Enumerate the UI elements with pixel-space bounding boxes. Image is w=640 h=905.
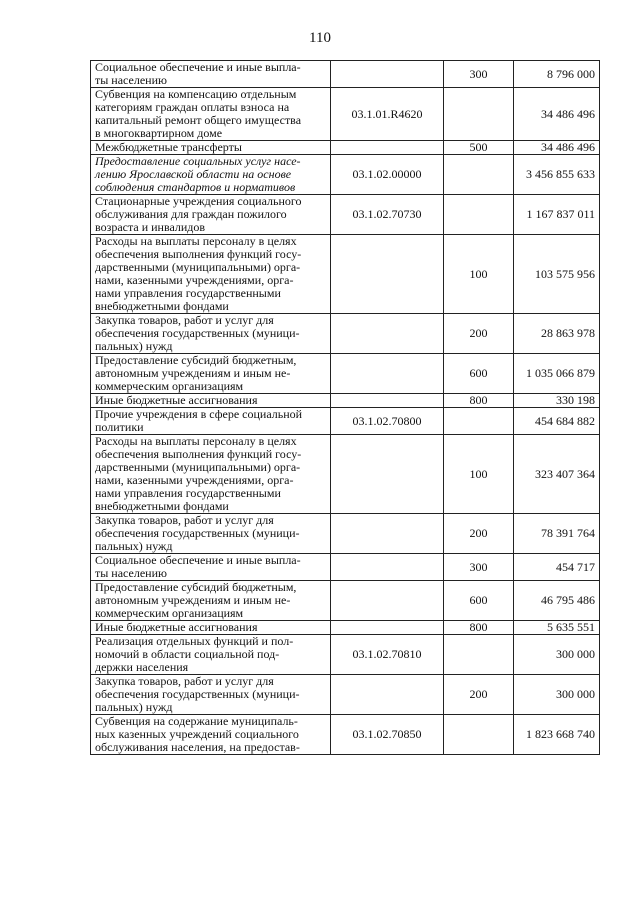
row-code-cell [331, 675, 444, 715]
row-name-line: Субвенция на компенсацию отдельным [95, 87, 297, 101]
row-expense-type-cell: 100 [444, 235, 514, 314]
row-name-line: держки населения [95, 660, 189, 674]
row-code-cell [331, 394, 444, 408]
row-code-cell [331, 554, 444, 581]
row-name-cell [91, 675, 331, 715]
row-amount-cell: 8 796 000 [514, 61, 600, 88]
row-expense-type-cell: 300 [444, 61, 514, 88]
table-row [91, 581, 600, 621]
row-name-cell [91, 88, 331, 141]
row-code-cell [331, 314, 444, 354]
table-row [91, 435, 600, 514]
row-code-cell [331, 354, 444, 394]
row-name-cell [91, 408, 331, 435]
row-name-line: пальных) нужд [95, 700, 173, 714]
row-name-line: внебюджетными фондами [95, 499, 229, 513]
table-row [91, 514, 600, 554]
row-expense-type-cell [444, 635, 514, 675]
row-code-cell: 03.1.02.70730 [331, 195, 444, 235]
row-amount-cell: 1 035 066 879 [514, 354, 600, 394]
row-amount-cell: 454 717 [514, 554, 600, 581]
row-name-line: Стационарные учреждения социального [95, 194, 302, 208]
row-amount-cell: 34 486 496 [514, 141, 600, 155]
table-row [91, 195, 600, 235]
table-row [91, 314, 600, 354]
row-expense-type-cell [444, 88, 514, 141]
row-amount-cell: 330 198 [514, 394, 600, 408]
row-name-line: пальных) нужд [95, 539, 173, 553]
row-name-cell [91, 195, 331, 235]
row-name-line: капитальный ремонт общего имущества [95, 113, 302, 127]
row-name-line: внебюджетными фондами [95, 299, 229, 313]
row-name-line: возраста и инвалидов [95, 220, 206, 234]
table-row [91, 715, 600, 755]
table-row [91, 88, 600, 141]
row-name-line: дарственными (муниципальными) орга- [95, 260, 301, 274]
row-name-line: обеспечения выполнения функций госу- [95, 447, 302, 461]
row-name-cell [91, 715, 331, 755]
row-name-line: Расходы на выплаты персоналу в целях [95, 234, 297, 248]
row-name-cell [91, 314, 331, 354]
table-row [91, 675, 600, 715]
row-name-line: Иные бюджетные ассигнования [95, 393, 258, 407]
row-amount-cell: 1 167 837 011 [514, 195, 600, 235]
row-amount-cell: 3 456 855 633 [514, 155, 600, 195]
row-name-line: Предоставление субсидий бюджетным, [95, 353, 297, 367]
row-code-cell: 03.1.02.70810 [331, 635, 444, 675]
row-expense-type-cell: 200 [444, 675, 514, 715]
row-code-cell [331, 235, 444, 314]
row-amount-cell: 1 823 668 740 [514, 715, 600, 755]
row-amount-cell: 28 863 978 [514, 314, 600, 354]
row-name-line: автономным учреждениям и иным не- [95, 593, 291, 607]
row-name-line: Межбюджетные трансферты [95, 140, 242, 154]
row-name-line: Закупка товаров, работ и услуг для [95, 674, 274, 688]
row-name-line: соблюдения стандартов и нормативов [95, 180, 296, 194]
row-code-cell [331, 581, 444, 621]
row-name-line: нами, казенными учреждениями, орга- [95, 273, 294, 287]
row-expense-type-cell: 500 [444, 141, 514, 155]
row-name-line: коммерческим организациям [95, 379, 244, 393]
row-name-cell [91, 394, 331, 408]
row-code-cell [331, 514, 444, 554]
row-name-line: Иные бюджетные ассигнования [95, 620, 258, 634]
row-name-cell [91, 621, 331, 635]
row-name-line: пальных) нужд [95, 339, 173, 353]
table-row [91, 554, 600, 581]
budget-table-body [91, 61, 600, 755]
row-amount-cell: 34 486 496 [514, 88, 600, 141]
row-name-line: Социальное обеспечение и иные выпла- [95, 553, 301, 567]
row-name-line: категориям граждан оплаты взноса на [95, 100, 290, 114]
row-name-line: в многоквартирном доме [95, 126, 223, 140]
row-expense-type-cell: 600 [444, 354, 514, 394]
row-expense-type-cell [444, 155, 514, 195]
row-amount-cell: 5 635 551 [514, 621, 600, 635]
row-name-line: обеспечения государственных (муници- [95, 687, 300, 701]
row-name-line: обслуживания для граждан пожилого [95, 207, 287, 221]
row-name-cell [91, 435, 331, 514]
row-code-cell [331, 61, 444, 88]
row-name-line: ных казенных учреждений социального [95, 727, 299, 741]
table-row [91, 621, 600, 635]
row-amount-cell: 300 000 [514, 675, 600, 715]
row-name-line: Субвенция на содержание муниципаль- [95, 714, 298, 728]
table-row [91, 235, 600, 314]
row-name-cell [91, 235, 331, 314]
row-amount-cell: 454 684 882 [514, 408, 600, 435]
table-row [91, 354, 600, 394]
row-name-line: политики [95, 420, 144, 434]
row-code-cell: 03.1.01.R4620 [331, 88, 444, 141]
row-name-line: нами управления государственными [95, 286, 281, 300]
row-code-cell [331, 435, 444, 514]
table-row [91, 155, 600, 195]
row-expense-type-cell: 800 [444, 394, 514, 408]
table-row [91, 635, 600, 675]
row-name-line: обеспечения выполнения функций госу- [95, 247, 302, 261]
row-name-cell [91, 354, 331, 394]
row-name-cell [91, 554, 331, 581]
row-name-line: обеспечения государственных (муници- [95, 326, 300, 340]
row-expense-type-cell: 100 [444, 435, 514, 514]
row-code-cell: 03.1.02.70850 [331, 715, 444, 755]
row-name-line: номочий в области социальной под- [95, 647, 280, 661]
row-name-cell [91, 514, 331, 554]
row-name-line: Социальное обеспечение и иные выпла- [95, 60, 301, 74]
row-expense-type-cell [444, 195, 514, 235]
row-amount-cell: 78 391 764 [514, 514, 600, 554]
row-expense-type-cell: 200 [444, 314, 514, 354]
row-expense-type-cell [444, 715, 514, 755]
row-name-line: коммерческим организациям [95, 606, 244, 620]
row-name-line: Закупка товаров, работ и услуг для [95, 513, 274, 527]
table-row [91, 408, 600, 435]
row-name-line: Предоставление субсидий бюджетным, [95, 580, 297, 594]
row-name-line: Закупка товаров, работ и услуг для [95, 313, 274, 327]
row-name-line: обеспечения государственных (муници- [95, 526, 300, 540]
row-name-cell [91, 61, 331, 88]
row-amount-cell: 46 795 486 [514, 581, 600, 621]
row-name-cell [91, 155, 331, 195]
row-name-line: Реализация отдельных функций и пол- [95, 634, 294, 648]
row-name-cell [91, 581, 331, 621]
row-name-line: лению Ярославской области на основе [95, 167, 292, 181]
row-name-cell [91, 635, 331, 675]
row-name-line: автономным учреждениям и иным не- [95, 366, 291, 380]
row-expense-type-cell: 300 [444, 554, 514, 581]
row-name-line: ты населению [95, 73, 167, 87]
row-code-cell: 03.1.02.70800 [331, 408, 444, 435]
row-name-line: Предоставление социальных услуг насе- [95, 154, 301, 168]
row-name-line: нами, казенными учреждениями, орга- [95, 473, 294, 487]
row-amount-cell: 103 575 956 [514, 235, 600, 314]
budget-table [90, 60, 600, 755]
row-expense-type-cell: 200 [444, 514, 514, 554]
row-name-line: Прочие учреждения в сфере социальной [95, 407, 303, 421]
table-row [91, 61, 600, 88]
row-code-cell [331, 141, 444, 155]
row-code-cell [331, 621, 444, 635]
row-name-line: обслуживания населения, на предостав- [95, 740, 300, 754]
row-code-cell: 03.1.02.00000 [331, 155, 444, 195]
row-name-line: дарственными (муниципальными) орга- [95, 460, 301, 474]
row-name-cell [91, 141, 331, 155]
page-number: 110 [309, 30, 331, 46]
row-amount-cell: 323 407 364 [514, 435, 600, 514]
row-expense-type-cell [444, 408, 514, 435]
row-expense-type-cell: 600 [444, 581, 514, 621]
table-row [91, 394, 600, 408]
table-row [91, 141, 600, 155]
row-amount-cell: 300 000 [514, 635, 600, 675]
row-expense-type-cell: 800 [444, 621, 514, 635]
row-name-line: нами управления государственными [95, 486, 281, 500]
row-name-line: Расходы на выплаты персоналу в целях [95, 434, 297, 448]
row-name-line: ты населению [95, 566, 167, 580]
